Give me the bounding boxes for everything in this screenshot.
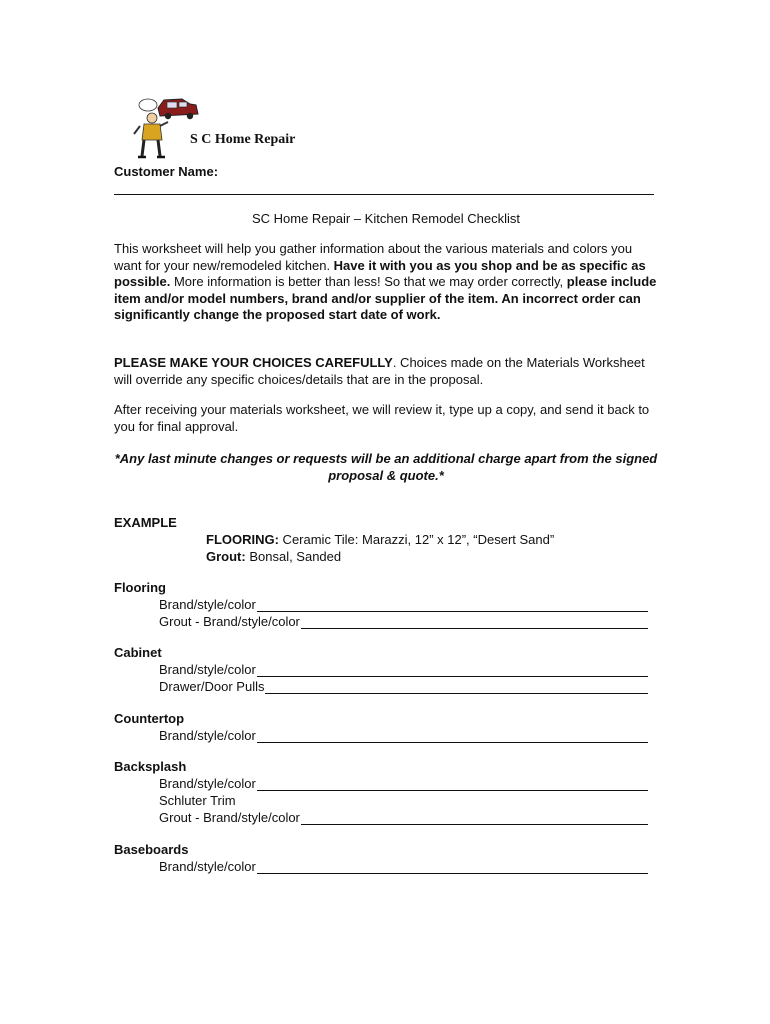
- cabinet-pulls-field[interactable]: Drawer/Door Pulls: [159, 678, 648, 694]
- handyman-with-truck-logo: [130, 96, 200, 160]
- section-countertop-title: Countertop: [114, 711, 185, 726]
- approval-paragraph: After receiving your materials worksheet, we will review it, type up a copy, and send it back to you for final approval.: [114, 402, 650, 434]
- example-flooring-line: FLOORING: Ceramic Tile: Marazzi, 12” x 12”, “Desert Sand”: [206, 532, 555, 547]
- example-heading: EXAMPLE: [114, 515, 177, 530]
- countertop-brand-field[interactable]: Brand/style/color: [159, 727, 648, 743]
- document-title: SC Home Repair – Kitchen Remodel Checklist: [251, 211, 521, 226]
- section-cabinet-title: Cabinet: [114, 645, 162, 660]
- backsplash-grout-field[interactable]: Grout - Brand/style/color: [159, 809, 648, 825]
- baseboards-brand-field[interactable]: Brand/style/color: [159, 858, 648, 874]
- section-backsplash-title: Backsplash: [114, 759, 187, 774]
- additional-charge-notice: *Any last minute changes or requests will be an additional charge apart from the signed proposal & quote.*: [114, 451, 658, 483]
- customer-name-line[interactable]: [114, 194, 654, 195]
- example-grout-line: Grout: Bonsal, Sanded: [206, 549, 342, 564]
- backsplash-schluter-trim-field[interactable]: Schluter Trim: [159, 793, 236, 808]
- backsplash-brand-field[interactable]: Brand/style/color: [159, 775, 648, 791]
- flooring-brand-field[interactable]: Brand/style/color: [159, 596, 648, 612]
- section-baseboards-title: Baseboards: [114, 842, 189, 857]
- company-name: S C Home Repair: [190, 132, 296, 147]
- choices-paragraph: PLEASE MAKE YOUR CHOICES CAREFULLY. Choices made on the Materials Worksheet will override any specific choices/details that are in the proposal.: [114, 355, 645, 387]
- section-flooring-title: Flooring: [114, 580, 166, 595]
- cabinet-brand-field[interactable]: Brand/style/color: [159, 661, 648, 677]
- intro-paragraph: This worksheet will help you gather information about the various materials and colors you want for your new/remodeled kitchen. Have it with you as you shop and be as specific as possible. More information is better than less! So that we may order correctly, please include item and/or model numbers, brand and/or supplier of the item. An incorrect order can significantly change the proposed start date of work.: [114, 241, 657, 322]
- customer-name-label: Customer Name:: [114, 164, 219, 179]
- flooring-grout-field[interactable]: Grout - Brand/style/color: [159, 613, 648, 629]
